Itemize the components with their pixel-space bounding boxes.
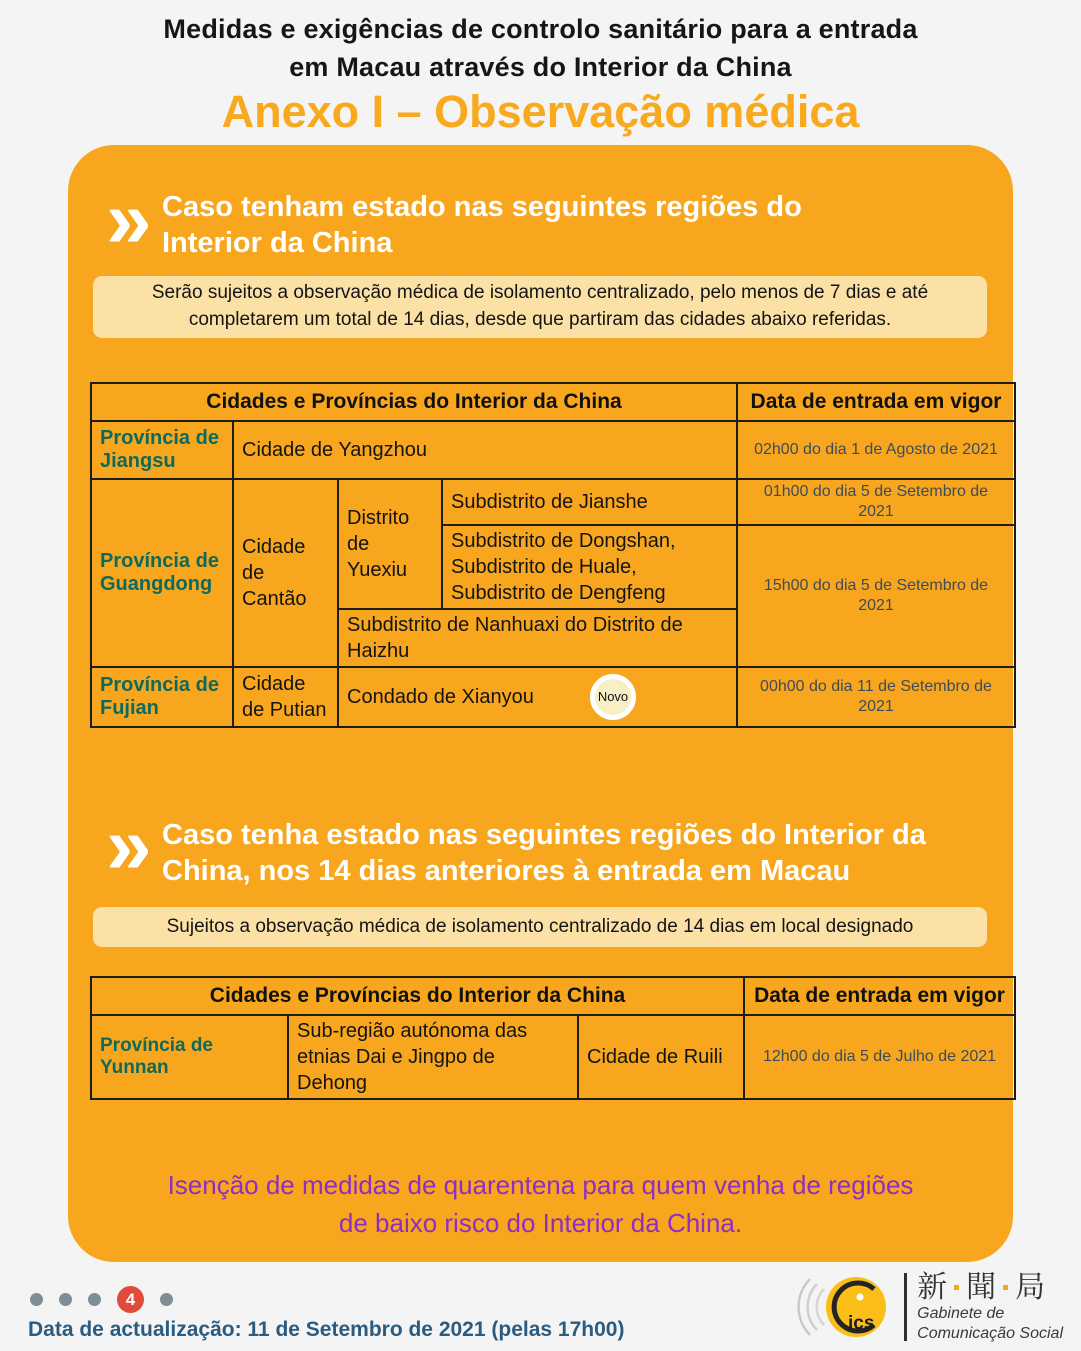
- logo-text-block: [917, 1271, 1063, 1342]
- gcs-logo: [790, 1264, 1063, 1350]
- page-title-line1: Medidas e exigências de controlo sanitário para a entrada: [163, 14, 918, 44]
- province-yunnan: Província de Yunnan: [91, 1015, 288, 1099]
- logo-subtitle-line2: Comunicação Social: [917, 1324, 1063, 1342]
- section2-banner: [93, 907, 987, 947]
- annex-subtitle: Anexo I – Observação médica: [221, 86, 860, 137]
- regions-table-2: [90, 976, 1016, 1100]
- section1-banner-text: Serão sujeitos a observação médica de isolamento centralizado, pelo menos de 7 dias e até completarem um total de 14 dias, desde que partiram das cidades abaixo referidas.: [151, 282, 929, 330]
- double-chevron-icon: »: [106, 800, 152, 891]
- county-xianyou: Condado de Xianyou: [347, 686, 534, 708]
- date-guangdong-2: 15h00 do dia 5 de Setembro de 2021: [737, 525, 1015, 667]
- exemption-note-line2: de baixo risco do Interior da China.: [338, 1207, 743, 1238]
- page-dot: [160, 1293, 173, 1306]
- province-fujian: Província de Fujian: [91, 667, 233, 727]
- table-header-row: [91, 383, 1015, 421]
- page-dot: [59, 1293, 72, 1306]
- city-yangzhou: Cidade de Yangzhou: [233, 421, 737, 479]
- page-dot: [88, 1293, 101, 1306]
- section1-heading: Caso tenham estado nas seguintes regiões do Interior da China: [162, 191, 802, 260]
- logo-cn-dot: [1003, 1285, 1008, 1290]
- section2-banner-text: Sujeitos a observação médica de isolamento centralizado de 14 dias em local designado: [166, 915, 914, 937]
- province-jiangsu: Província de Jiangsu: [91, 421, 233, 479]
- city-ruili: Cidade de Ruili: [578, 1015, 744, 1099]
- table1-date-header: Data de entrada em vigor: [737, 383, 1015, 421]
- double-chevron-icon: »: [106, 174, 152, 265]
- exemption-note-line1: Isenção de medidas de quarentena para quem venha de regiões: [167, 1170, 914, 1200]
- date-jiangsu: 02h00 do dia 1 de Agosto de 2021: [737, 421, 1015, 479]
- sound-wave-arc: [817, 1289, 824, 1325]
- subdistrict-jianshe: Subdistrito de Jianshe: [442, 479, 737, 525]
- table1-col-header: Cidades e Províncias do Interior da China: [91, 383, 737, 421]
- province-guangdong: Província de Guangdong: [91, 479, 233, 667]
- page-dot: [30, 1293, 43, 1306]
- logo-cn-char: 局: [1015, 1271, 1046, 1305]
- subdistrict-dongshan-group: Subdistrito de Dongshan, Subdistrito de Huale, Subdistrito de Dengfeng: [442, 525, 737, 609]
- city-cantao: Cidade de Cantão: [233, 479, 338, 667]
- table2-col-header: Cidades e Províncias do Interior da China: [91, 977, 744, 1015]
- date-fujian: 00h00 do dia 11 de Setembro de 2021: [737, 667, 1015, 727]
- novo-badge: Novo: [590, 674, 636, 720]
- table2-date-header: Data de entrada em vigor: [744, 977, 1015, 1015]
- regions-table-1: [90, 382, 1016, 728]
- date-guangdong-1: 01h00 do dia 5 de Setembro de 2021: [737, 479, 1015, 525]
- table-row-yunnan: [91, 1015, 1015, 1099]
- update-date: Data de actualização: 11 de Setembro de 2021 (pelas 17h00): [28, 1318, 625, 1341]
- region-dehong: Sub-região autónoma das etnias Dai e Jingpo de Dehong: [288, 1015, 578, 1099]
- table-header-row: [91, 977, 1015, 1015]
- exemption-note: [68, 1167, 1013, 1242]
- county-xianyou-cell: [338, 667, 737, 727]
- logo-subtitle-line1: Gabinete de: [917, 1305, 1005, 1323]
- county-xianyou-wrap: [347, 674, 728, 720]
- gcs-logo-mark: [790, 1265, 894, 1349]
- logo-cn-dot: [954, 1285, 959, 1290]
- content-card: [68, 145, 1013, 1262]
- city-putian: Cidade de Putian: [233, 667, 338, 727]
- subdistrict-nanhuaxi: Subdistrito de Nanhuaxi do Distrito de Haizhu: [338, 609, 737, 667]
- logo-cn-char: 聞: [966, 1271, 997, 1305]
- table-row-guangdong-1: [91, 479, 1015, 525]
- table-row-jiangsu: [91, 421, 1015, 479]
- logo-dot: [857, 1294, 864, 1301]
- section1-banner: [93, 276, 987, 338]
- logo-cn-char: 新: [917, 1271, 948, 1305]
- section2-heading: Caso tenha estado nas seguintes regiões do Interior da China, nos 14 dias anteriores à entrada em Macau: [162, 819, 926, 888]
- logo-divider: [904, 1273, 907, 1341]
- district-yuexiu: Distrito de Yuexiu: [338, 479, 442, 609]
- logo-acronym: ics: [848, 1313, 875, 1334]
- logo-chinese-name: [917, 1271, 1063, 1304]
- current-page-badge: 4: [117, 1286, 144, 1313]
- page-title-line2: em Macau através do Interior da China: [289, 52, 792, 82]
- pagination-dots: [30, 1286, 173, 1313]
- date-yunnan: 12h00 do dia 5 de Julho de 2021: [744, 1015, 1015, 1099]
- table-row-fujian: [91, 667, 1015, 727]
